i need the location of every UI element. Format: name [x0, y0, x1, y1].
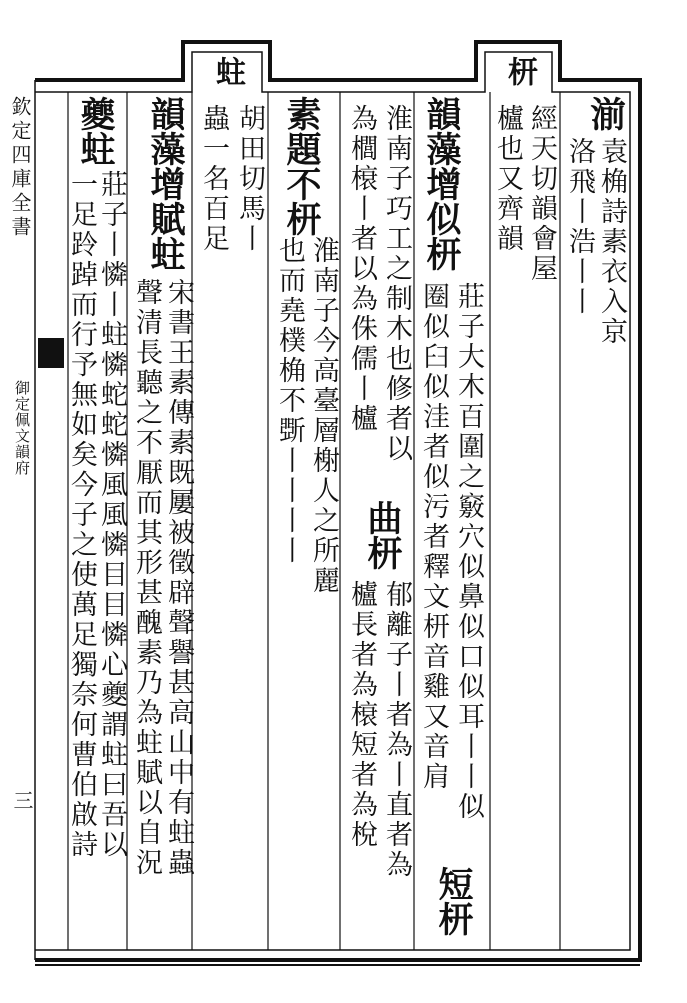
- margin-work-title: 御定佩文韻府: [13, 380, 31, 476]
- text-line: 宋書王素傳素既屢被徵辟聲譽甚高山中有蛀蟲: [163, 278, 194, 878]
- head-word: 韻藻增賦蛀: [145, 96, 186, 271]
- text-line: 為櫚榱丨者以為侏儒丨櫨: [346, 104, 377, 434]
- head-word: 夔蛀: [75, 96, 116, 166]
- text-line: 經天切韻會屋: [526, 104, 557, 284]
- text-line: 莊子大木百圍之竅穴似鼻似口似耳丨丨似: [453, 282, 484, 822]
- text-line: 郁離子丨者為丨直者為: [381, 580, 412, 880]
- margin-page-number: 三: [10, 790, 34, 814]
- margin-book-title: 欽定四庫全書: [8, 96, 32, 240]
- head-word: 素題不枅: [281, 96, 322, 236]
- text-line: 淮南子巧工之制木也修者以: [381, 104, 412, 464]
- text-line: 淮南子今高臺層榭人之所麗: [308, 236, 339, 596]
- text-line: 聲清長聽之不厭而其形甚醜素乃為蛀賦以自況: [131, 278, 162, 878]
- head-word: 湔: [585, 96, 626, 131]
- text-line: 也而堯樸桷不斲丨丨丨丨: [274, 236, 305, 566]
- tab-ji: 枅: [502, 56, 537, 86]
- text-line: 櫨也又齊韻: [492, 104, 523, 254]
- head-word: 短枅: [433, 866, 474, 936]
- text-line: 圈似臼似洼者似污者釋文枅音雞又音肩: [418, 282, 449, 792]
- text-line: 蟲一名百足: [198, 104, 229, 254]
- head-word: 韻藻增似枅: [421, 96, 462, 271]
- text-line: 櫨長者為榱短者為梲: [346, 580, 377, 850]
- text-line: 一足跉踔而行予無如矣今子之使萬足獨奈何曹伯啟詩: [66, 170, 97, 860]
- text-line: 袁桷詩素衣入京: [596, 137, 627, 347]
- text-line: 莊子丨憐丨蛀憐蛇蛇憐風風憐目目憐心夔謂蛀曰吾以: [96, 170, 127, 860]
- text-line: 洛飛丨浩丨丨: [564, 137, 595, 317]
- fishtail-mark: [38, 338, 64, 368]
- tab-zhu: 蛀: [210, 56, 245, 86]
- head-word: 曲枅: [362, 500, 403, 570]
- text-line: 胡田切馬丨: [234, 104, 265, 254]
